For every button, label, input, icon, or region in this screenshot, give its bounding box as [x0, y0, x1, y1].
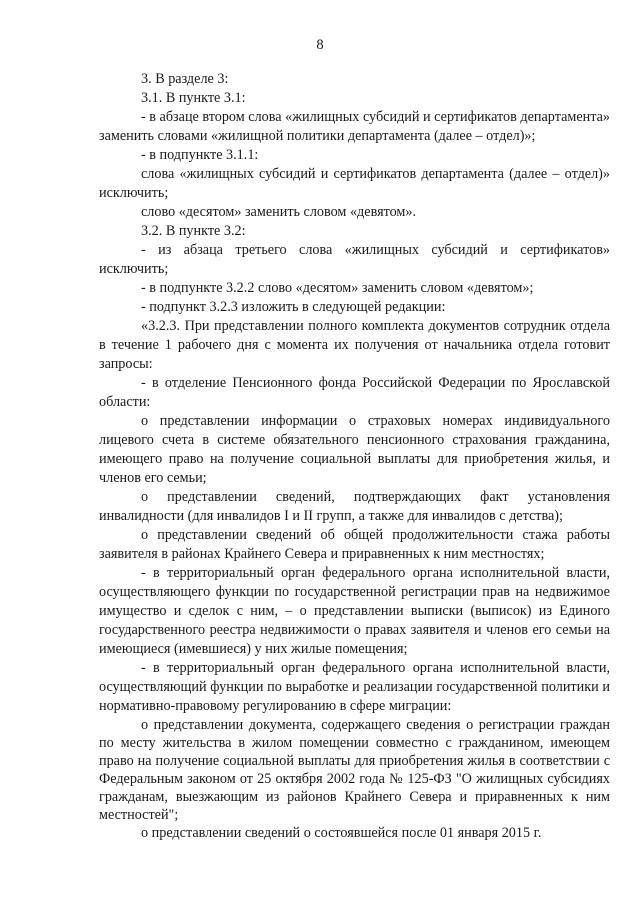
paragraph-insurance-numbers: о представлении информации о страховых номерах индивидуального лицевого счета в системе обязательного пенсионного страхования гражданина, имеющего право на получение социальной выплаты для приобретения жилья, и членов его семьи; — [99, 413, 610, 486]
paragraph-item-3-2-b: - в подпункте 3.2.2 слово «десятом» заменить словом «девятом»; — [141, 280, 534, 296]
paragraph-residence-document: о представлении документа, содержащего сведения о регистрации граждан по месту жительства в жилом помещении совместно с гражданином, имеющем право на получение социальной выплаты для приобретения жилья в соответствии с Федеральным законом от 25 октября 2002 года № 125-ФЗ "О жилищных субсидиях гражданам, выезжающим из районов Крайнего Севера и приравненных к ним местностей"; — [99, 717, 610, 823]
paragraph-item-3-2-c: - подпункт 3.2.3 изложить в следующей редакции: — [141, 299, 446, 315]
paragraph-item-3-1-a: - в абзаце втором слова «жилищных субсидий и сертификатов департамента» заменить словами «жилищной политики департамента (далее – отдел)»; — [99, 109, 610, 144]
paragraph-item-3-2: 3.2. В пункте 3.2: — [141, 223, 246, 239]
page-number: 8 — [316, 37, 324, 53]
paragraph-disability: о представлении сведений, подтверждающих факт установления инвалидности (для инвалидов I и II групп, а также для инвалидов с детства); — [99, 489, 610, 524]
paragraph-section-3: 3. В разделе 3: — [141, 71, 229, 87]
paragraph-item-3-1-1: - в подпункте 3.1.1: — [141, 147, 259, 163]
document-body — [99, 70, 610, 843]
paragraph-work-experience: о представлении сведений об общей продолжительности стажа работы заявителя в районах Крайнего Севера и приравненных к ним местностях; — [99, 527, 610, 562]
paragraph-pension-fund: - в отделение Пенсионного фонда Российской Федерации по Ярославской области: — [99, 375, 610, 410]
paragraph-migration-authority: - в территориальный орган федерального органа исполнительной власти, осуществляющий функции по выработке и реализации государственной политики и нормативно-правовому регулированию в сфере миграции: — [99, 660, 610, 714]
paragraph-item-3-1: 3.1. В пункте 3.1: — [141, 90, 246, 106]
paragraph-item-3-2-3: «3.2.3. При представлении полного комплекта документов сотрудник отдела в течение 1 рабочего дня с момента их получения от начальника отдела готовит запросы: — [99, 318, 610, 372]
paragraph-item-3-1-1-b: слово «десятом» заменить словом «девятом». — [141, 204, 417, 220]
paragraph-item-3-2-a: - из абзаца третьего слова «жилищных субсидий и сертификатов» исключить; — [99, 242, 610, 277]
paragraph-registration-authority: - в территориальный орган федерального органа исполнительной власти, осуществляющего функции по государственной регистрации прав на недвижимое имущество и сделок с ним, – о представлении выписки (выписок) из Единого государственного реестра недвижимости о правах заявителя и членов его семьи на имеющиеся (имевшиеся) у них жилые помещения; — [99, 565, 610, 657]
paragraph-last-line: о представлении сведений о состоявшейся после 01 января 2015 г. — [141, 825, 542, 841]
paragraph-item-3-1-1-a: слова «жилищных субсидий и сертификатов департамента (далее – отдел)» исключить; — [99, 166, 610, 201]
